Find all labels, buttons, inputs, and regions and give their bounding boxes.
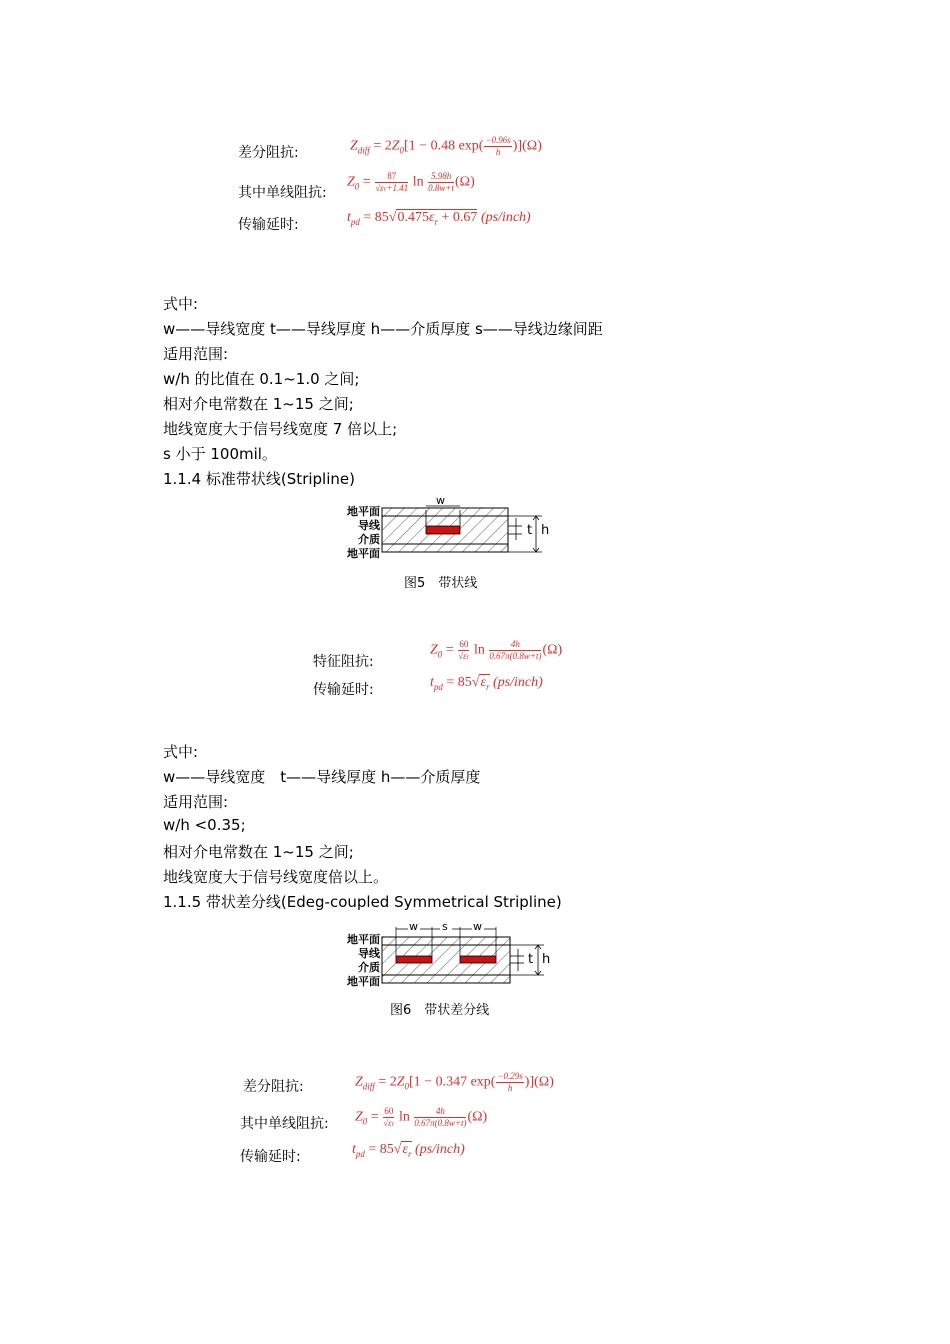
label-characteristic-impedance: 特征阻抗: <box>313 654 374 670</box>
formula-single-impedance-2: $Z_0$ = $\frac{60}{√\varepsilon r}$ ln $\frac{4h}{0.67\pi(0.8w+t)}$ (Ω) <box>355 1106 488 1128</box>
formula-single-impedance-1: $Z_0$ = $\frac{87}{√\varepsilon r+1.41}$ ln $\frac{5.98h}{0.8w+t}$ (Ω) <box>347 171 475 193</box>
figure5-t-label: t <box>527 523 533 538</box>
note-1-line-4: w/h 的比值在 0.1~1.0 之间; <box>163 370 360 388</box>
figure6-h-label: h <box>542 952 551 967</box>
note-1-line-1: 式中: <box>163 295 199 313</box>
note-1-line-6: 地线宽度大于信号线宽度 7 倍以上; <box>163 420 398 438</box>
formula-diff-impedance-1: $Z_{diff} = 2Z_0[1 - 0.48$ exp( $\frac{-0.96s}{h}$ )](Ω) <box>350 135 542 157</box>
figure5-label-dielectric: 介质 <box>358 533 380 546</box>
figure5-caption: 图5 带状线 <box>404 576 478 591</box>
figure5-conductor <box>426 526 460 534</box>
note-2-line-6: 地线宽度大于信号线宽度倍以上。 <box>163 868 389 886</box>
heading-1-1-5: 1.1.5 带状差分线(Edeg-coupled Symmetrical Stripline) <box>163 893 562 911</box>
label-single-impedance-1: 其中单线阻抗: <box>238 185 327 201</box>
figure6-s-label: s <box>442 920 448 933</box>
figure6-conductor-left <box>396 956 432 963</box>
heading-1-1-4: 1.1.4 标准带状线(Stripline) <box>163 470 355 488</box>
note-2-line-4: w/h <0.35; <box>163 816 246 834</box>
note-2-line-3: 适用范围: <box>163 793 229 811</box>
figure5-label-top-ground: 地平面 <box>347 505 380 518</box>
formula-delay-2: $t_{pd} = 85√\varepsilon_r$ (ps/inch) <box>352 1142 465 1159</box>
figure5-stripline-diagram <box>380 494 560 560</box>
note-1-line-7: s 小于 100mil。 <box>163 445 277 463</box>
figure5-label-conductor: 导线 <box>358 519 380 532</box>
formula-stripline-impedance: $Z_0$ = $\frac{60}{√\varepsilon r}$ ln $\frac{4h}{0.67\pi(0.8w+t)}$ (Ω) <box>430 639 563 661</box>
figure5-label-bottom-ground: 地平面 <box>347 547 380 560</box>
label-delay-stripline: 传输延时: <box>313 682 374 698</box>
figure6-conductor-right <box>460 956 496 963</box>
label-diff-impedance-2: 差分阻抗: <box>243 1079 304 1095</box>
figure5-layer-labels <box>330 505 380 561</box>
formula-delay-1: $t_{pd} = 85√0.475\varepsilon_r + 0.67$ (ps/inch) <box>347 210 531 227</box>
note-2-line-5: 相对介电常数在 1~15 之间; <box>163 843 354 861</box>
note-2-line-1: 式中: <box>163 743 199 761</box>
figure6-w-label-left: w <box>409 920 418 933</box>
label-diff-impedance-1: 差分阻抗: <box>238 145 299 161</box>
figure6-w-label-right: w <box>473 920 482 933</box>
label-single-impedance-2: 其中单线阻抗: <box>240 1116 329 1132</box>
figure6-label-bottom-ground: 地平面 <box>347 975 380 988</box>
figure6-label-dielectric: 介质 <box>358 961 380 974</box>
note-1-line-2: w——导线宽度 t——导线厚度 h——介质厚度 s——导线边缘间距 <box>163 320 603 338</box>
figure6-label-top-ground: 地平面 <box>347 933 380 946</box>
figure5-w-label: w <box>436 494 445 507</box>
figure6-caption: 图6 带状差分线 <box>390 1003 490 1018</box>
note-1-line-5: 相对介电常数在 1~15 之间; <box>163 395 354 413</box>
note-1-line-3: 适用范围: <box>163 345 229 363</box>
label-delay-2: 传输延时: <box>240 1149 301 1165</box>
formula-stripline-delay: $t_{pd} = 85√\varepsilon_r$ (ps/inch) <box>430 675 543 692</box>
label-delay-1: 传输延时: <box>238 217 299 233</box>
figure6-label-conductor: 导线 <box>358 947 380 960</box>
figure5-h-label: h <box>541 523 550 538</box>
figure6-layer-labels <box>330 933 380 989</box>
note-2-line-2: w——导线宽度 t——导线厚度 h——介质厚度 <box>163 768 481 786</box>
figure6-t-label: t <box>528 952 534 967</box>
figure6-diff-stripline-diagram <box>380 915 560 990</box>
formula-diff-impedance-2: $Z_{diff} = 2Z_0[1 - 0.347$ exp( $\frac{-0.29s}{h}$ )](Ω) <box>355 1071 554 1093</box>
